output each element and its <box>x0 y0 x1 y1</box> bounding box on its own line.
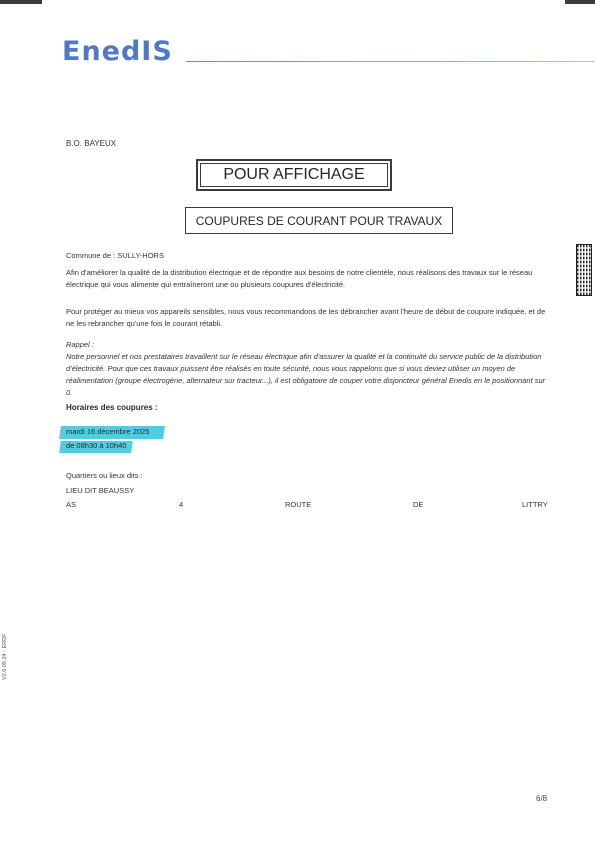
margin-reference: V2.6.09.24 - ERDF <box>2 633 8 680</box>
address-cell: AS <box>66 500 77 509</box>
qr-code-icon <box>576 244 592 296</box>
outage-time: de 08h30 à 10h40 <box>66 441 127 450</box>
logo-divider-line <box>186 61 594 62</box>
outage-date: mardi 16 décembre 2025 <box>66 427 150 436</box>
page-subtitle: COUPURES DE COURANT POUR TRAVAUX <box>195 213 443 228</box>
enedis-logo: EnedIS <box>62 36 173 67</box>
title-box <box>196 159 392 191</box>
address-cell: 4 <box>179 500 184 509</box>
reminder-label: Rappel : <box>66 340 94 349</box>
commune-line: Commune de : SULLY-HORS <box>66 251 164 260</box>
page-number: 6/8 <box>536 794 548 803</box>
advice-paragraph: Pour protéger au mieux vos appareils sensibles, nous vous recommandons de les débrancher avant l'heure de début de coupure indiquée, et de ne les rebrancher qu'une fois le courant rétabli. <box>66 307 546 328</box>
reminder-block <box>66 339 550 399</box>
address-cell: LITTRY <box>522 500 548 509</box>
scan-edge-mark <box>565 0 595 4</box>
schedule-title: Horaires des coupures : <box>66 403 158 412</box>
areas-title: Quartiers ou lieux dits : <box>66 471 143 480</box>
area-lieu-dit: LIEU DIT BEAUSSY <box>66 486 135 495</box>
address-cell: ROUTE <box>285 500 312 509</box>
page-title: POUR AFFICHAGE <box>223 166 365 183</box>
scan-edge-mark <box>0 0 42 4</box>
intro-paragraph: Afin d'améliorer la qualité de la distribution électrique et de répondre aux besoins de notre clientèle, nous réalisons des travaux sur le réseau électrique qui vous alimente qui entraîneront une ou plusieurs coupures d'électricité. <box>66 268 533 289</box>
address-cell: DE <box>413 500 424 509</box>
sender-office: B.O. BAYEUX <box>66 139 117 148</box>
subtitle-box <box>185 207 453 234</box>
reminder-text: Notre personnel et nos prestataires travaillent sur le réseau électrique afin d'assurer la qualité et la continuité du service public de la distribution d'électricité. Pour que ces travaux puissent être réalisés en toute sécurité, nous vous rappelons que si vous deviez utiliser un moyen de réalimentation (groupe électrogène, alternateur sur tracteur...), il est obligatoire de couper votre disjoncteur général Enedis en le positionnant sur 0. <box>66 352 546 397</box>
